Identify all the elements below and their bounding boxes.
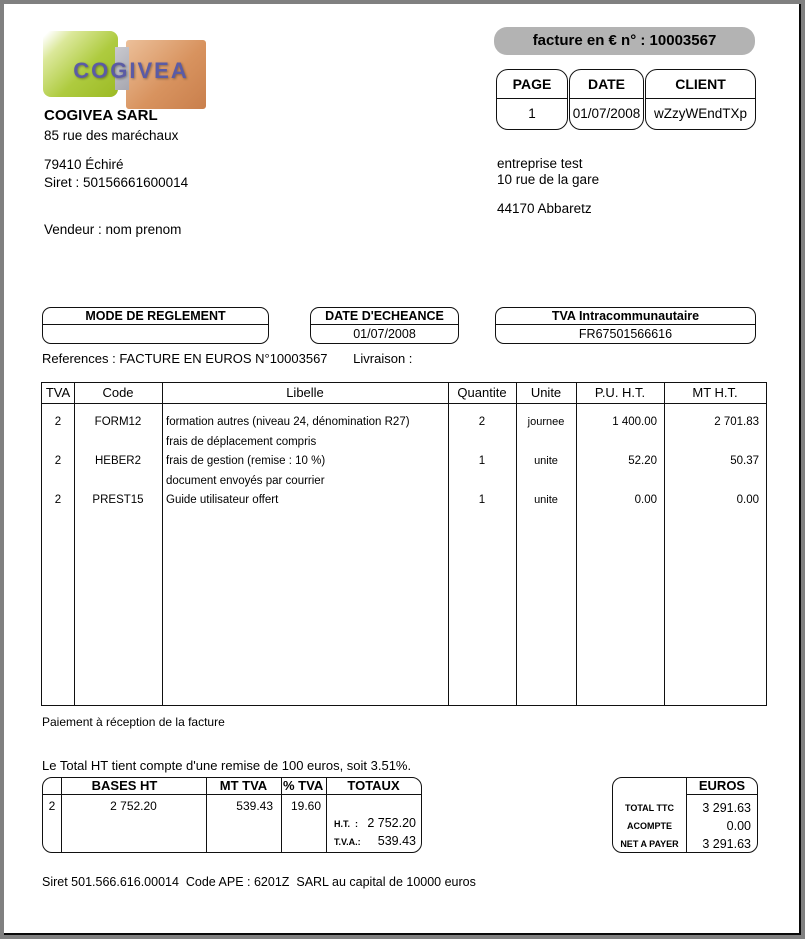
- tax-table-header: [43, 778, 421, 795]
- column-divider: [576, 383, 577, 705]
- item-pu-ht: 0.00: [634, 494, 657, 506]
- column-divider: [61, 778, 62, 852]
- tax-mt-tva: 539.43: [236, 799, 273, 813]
- company-name: COGIVEA SARL: [44, 107, 158, 124]
- client-address-name: entreprise test: [497, 156, 583, 171]
- client-box-label: CLIENT: [646, 70, 755, 99]
- tax-table-row: [43, 795, 421, 814]
- tva-intra-label: TVA Intracommunautaire: [496, 308, 755, 325]
- tax-header-totaux: TOTAUX: [347, 778, 400, 793]
- column-divider: [281, 778, 282, 852]
- tax-base-ht: 2 752.20: [110, 799, 157, 813]
- tax-totaux-cell: [327, 816, 421, 852]
- item-quantite: 2: [478, 416, 486, 428]
- column-divider: [516, 383, 517, 705]
- net-a-payer-value: 3 291.63: [702, 837, 751, 851]
- total-ttc-value: 3 291.63: [702, 801, 751, 815]
- col-header-quantite: Quantite: [457, 385, 507, 400]
- date-box-value: 01/07/2008: [572, 106, 641, 121]
- discount-note: Le Total HT tient compte d'une remise de 100 euros, soit 3.51%.: [42, 758, 412, 773]
- item-row: [42, 452, 766, 491]
- items-table-header: [42, 383, 766, 404]
- total-ttc-label: TOTAL TTC: [625, 803, 674, 813]
- tax-total-ht-value: 2 752.20: [367, 816, 416, 830]
- acompte-row: [613, 817, 757, 835]
- date-echeance-value: 01/07/2008: [353, 327, 416, 341]
- tax-pct-tva: 19.60: [290, 799, 321, 813]
- payment-note: Paiement à réception de la facture: [42, 715, 225, 729]
- item-libelle: frais de gestion (remise : 10 %) document envoyés par courrier: [166, 455, 326, 487]
- client-box-value: wZzyWEndTXp: [653, 106, 748, 121]
- column-divider: [448, 383, 449, 705]
- total-ttc-row: [613, 799, 757, 817]
- col-header-mt-ht: MT H.T.: [692, 385, 738, 400]
- tax-table: [42, 777, 422, 853]
- tva-intra-box: [495, 307, 756, 344]
- tax-header-mt-tva: MT TVA: [219, 778, 268, 793]
- item-code: HEBER2: [94, 455, 142, 467]
- item-tva: 2: [54, 416, 62, 428]
- date-echeance-box: [310, 307, 459, 344]
- item-unite: journee: [527, 416, 565, 428]
- item-pu-ht: 52.20: [628, 455, 657, 467]
- item-tva: 2: [54, 455, 62, 467]
- column-divider: [664, 383, 665, 705]
- tax-total-ht: [327, 816, 421, 834]
- item-mt-ht: 0.00: [736, 494, 759, 506]
- date-box-label: DATE: [570, 70, 643, 99]
- item-unite: unite: [534, 455, 558, 467]
- item-row: [42, 491, 766, 511]
- invoice-number-pill: facture en € n° : 10003567: [494, 27, 755, 55]
- item-code: PREST15: [92, 494, 144, 506]
- tva-intra-value: FR67501566616: [578, 327, 673, 341]
- col-header-code: Code: [102, 385, 134, 400]
- items-table: [41, 382, 767, 706]
- totals-box: [612, 777, 758, 853]
- invoice-page: [4, 4, 801, 935]
- client-box: [645, 69, 756, 130]
- item-tva: 2: [54, 494, 62, 506]
- legal-footer: Siret 501.566.616.00014 Code APE : 6201Z SARL au capital de 10000 euros: [42, 875, 476, 889]
- tax-header-pct: % TVA: [283, 778, 324, 793]
- livraison-text: Livraison :: [353, 351, 413, 366]
- tax-code: 2: [48, 799, 56, 813]
- items-rows: [42, 404, 766, 511]
- tax-total-tva: [327, 834, 421, 852]
- company-siret: Siret : 50156661600014: [44, 175, 189, 190]
- tax-header-bases: BASES HT: [91, 778, 158, 793]
- item-row: [42, 413, 766, 452]
- client-address-street: 10 rue de la gare: [497, 172, 600, 187]
- net-a-payer-row: [613, 835, 757, 853]
- item-pu-ht: 1 400.00: [612, 416, 657, 428]
- date-box: [569, 69, 644, 130]
- currency-header: EUROS: [687, 778, 757, 795]
- item-mt-ht: 2 701.83: [714, 416, 759, 428]
- logo-wordmark: COGIVEA: [73, 58, 189, 83]
- col-header-libelle: Libelle: [286, 385, 324, 400]
- item-quantite: 1: [478, 494, 486, 506]
- net-a-payer-label: NET A PAYER: [620, 839, 679, 849]
- page-box: [496, 69, 568, 130]
- references-line: [42, 351, 412, 366]
- acompte-value: 0.00: [726, 819, 751, 833]
- item-unite: unite: [534, 494, 558, 506]
- item-quantite: 1: [478, 455, 486, 467]
- item-libelle: formation autres (niveau 24, dénomination R27) frais de déplacement compris: [166, 416, 410, 448]
- references-text: References : FACTURE EN EUROS N°10003567: [42, 351, 328, 366]
- page-box-value: 1: [528, 106, 536, 121]
- col-header-unite: Unite: [530, 385, 562, 400]
- col-header-tva: TVA: [45, 385, 71, 400]
- acompte-label: ACOMPTE: [627, 821, 672, 831]
- item-mt-ht: 50.37: [730, 455, 759, 467]
- column-divider: [162, 383, 163, 705]
- page-box-label: PAGE: [497, 70, 567, 99]
- mode-reglement-box: [42, 307, 269, 344]
- company-address: 85 rue des maréchaux: [44, 128, 179, 143]
- mode-reglement-label: MODE DE REGLEMENT: [43, 308, 268, 325]
- col-header-pu-ht: P.U. H.T.: [594, 385, 646, 400]
- client-address-city: 44170 Abbaretz: [497, 201, 592, 216]
- mode-reglement-value: [43, 325, 268, 343]
- tax-total-ht-label: H.T. :: [334, 819, 358, 829]
- date-echeance-label: DATE D'ECHEANCE: [311, 308, 458, 325]
- item-libelle: Guide utilisateur offert: [166, 494, 279, 506]
- tax-total-tva-label: T.V.A.:: [334, 837, 361, 847]
- item-code: FORM12: [94, 416, 142, 428]
- company-logo: [43, 28, 211, 114]
- vendor-line: Vendeur : nom prenom: [44, 222, 182, 237]
- company-city: 79410 Échiré: [44, 157, 124, 172]
- column-divider: [74, 383, 75, 705]
- tax-total-tva-value: 539.43: [377, 834, 416, 848]
- column-divider: [206, 778, 207, 852]
